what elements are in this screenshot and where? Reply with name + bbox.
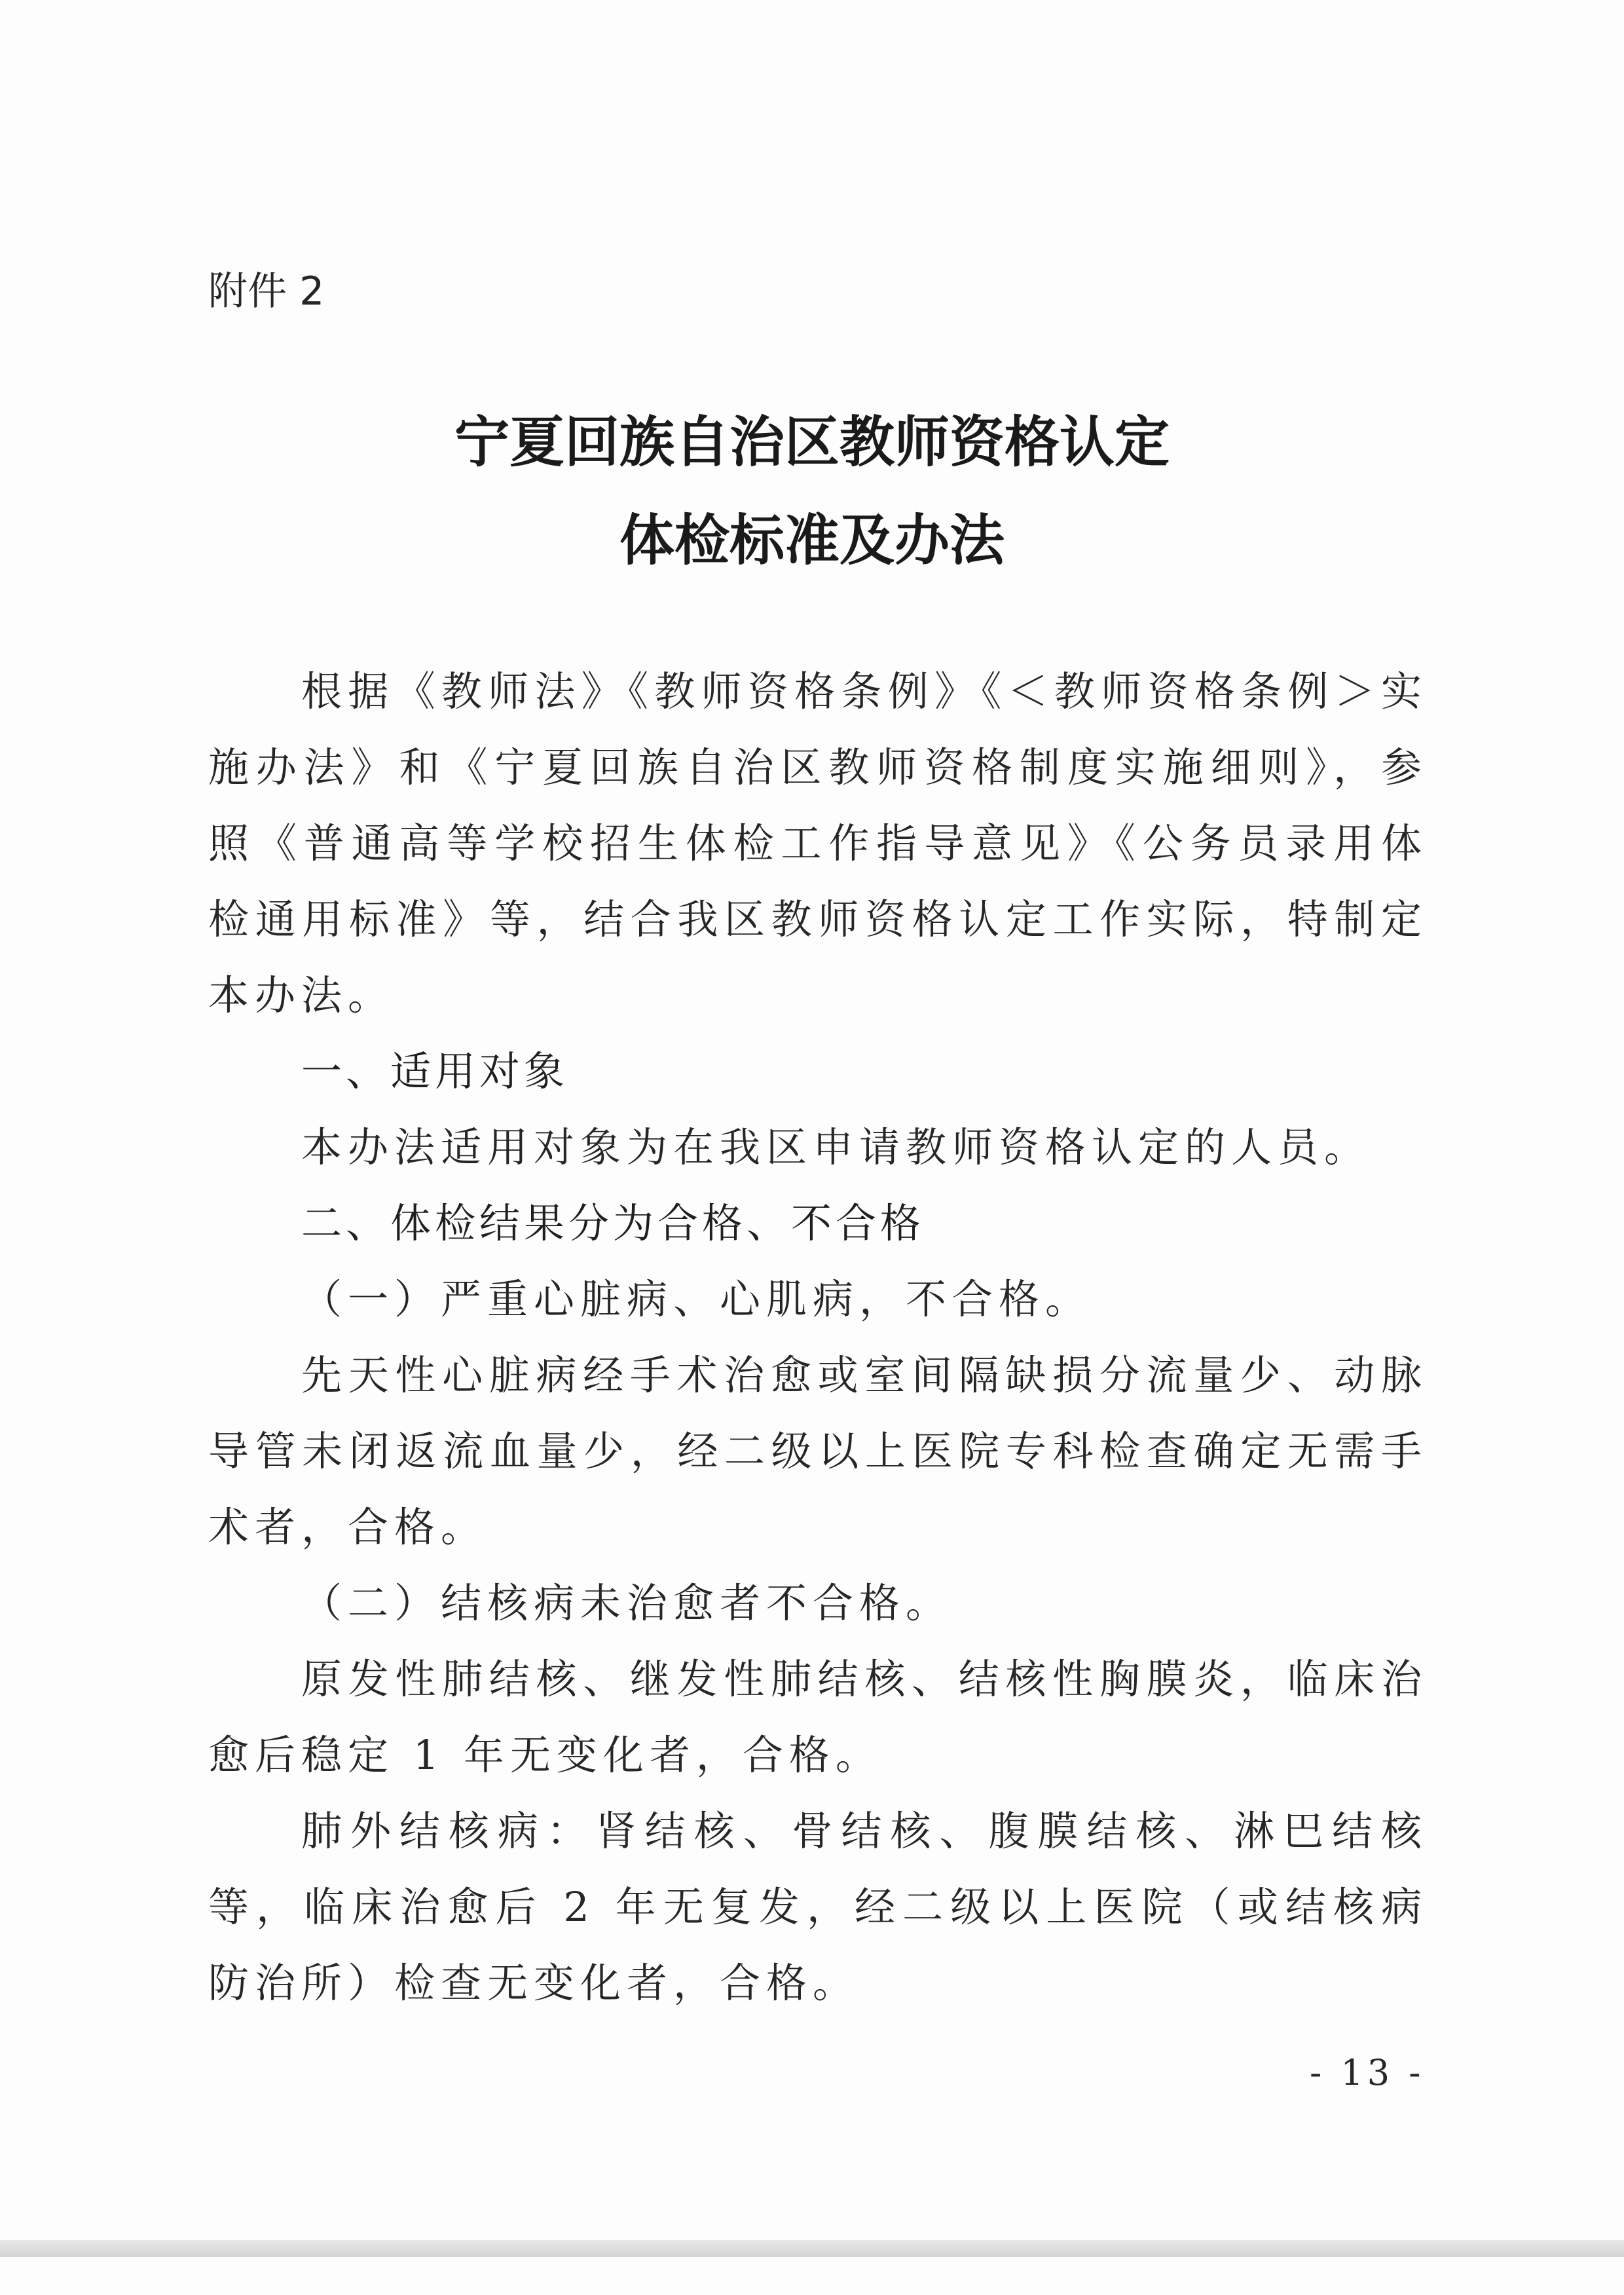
attachment-label: 附件 2 (208, 269, 325, 314)
item-2-heading: （二）结核病未治愈者不合格。 (301, 1579, 953, 1627)
item-1-heading: （一）严重心脏病、心肌病，不合格。 (301, 1275, 1092, 1323)
intro-paragraph: 根据《教师法》《教师资格条例》《＜教师资格条例＞实施办法》和《宁夏回族自治区教师资格制度实施细则》，参照《普通高等学校招生体检工作指导意见》《公务员录用体检通用标准》等，结合我区教师资格认定工作实际，特制定本办法。 (208, 667, 1428, 1019)
section-1-paragraph: 本办法适用对象为在我区申请教师资格认定的人员。 (301, 1123, 1371, 1171)
document-title-line-1: 宁夏回族自治区教师资格认定 (454, 410, 1170, 474)
item-2-paragraph-2: 肺外结核病：肾结核、骨结核、腹膜结核、淋巴结核等，临床治愈后 2 年无复发，经二级以上医院（或结核病防治所）检查无变化者，合格。 (208, 1807, 1428, 2007)
item-1-paragraph: 先天性心脏病经手术治愈或室间隔缺损分流量少、动脉导管未闭返流血量少，经二级以上医院专科检查确定无需手术者，合格。 (208, 1351, 1428, 1551)
section-2-heading: 二、体检结果分为合格、不合格 (301, 1199, 925, 1247)
document-body (208, 654, 1428, 2021)
scan-edge-band (0, 2240, 1624, 2257)
page-number: - 13 - (1310, 2052, 1425, 2093)
item-2-paragraph-1: 原发性肺结核、继发性肺结核、结核性胸膜炎，临床治愈后稳定 1 年无变化者，合格。 (208, 1655, 1428, 1779)
document-title-line-2: 体检标准及办法 (619, 508, 1005, 572)
section-1-heading: 一、适用对象 (301, 1047, 569, 1095)
